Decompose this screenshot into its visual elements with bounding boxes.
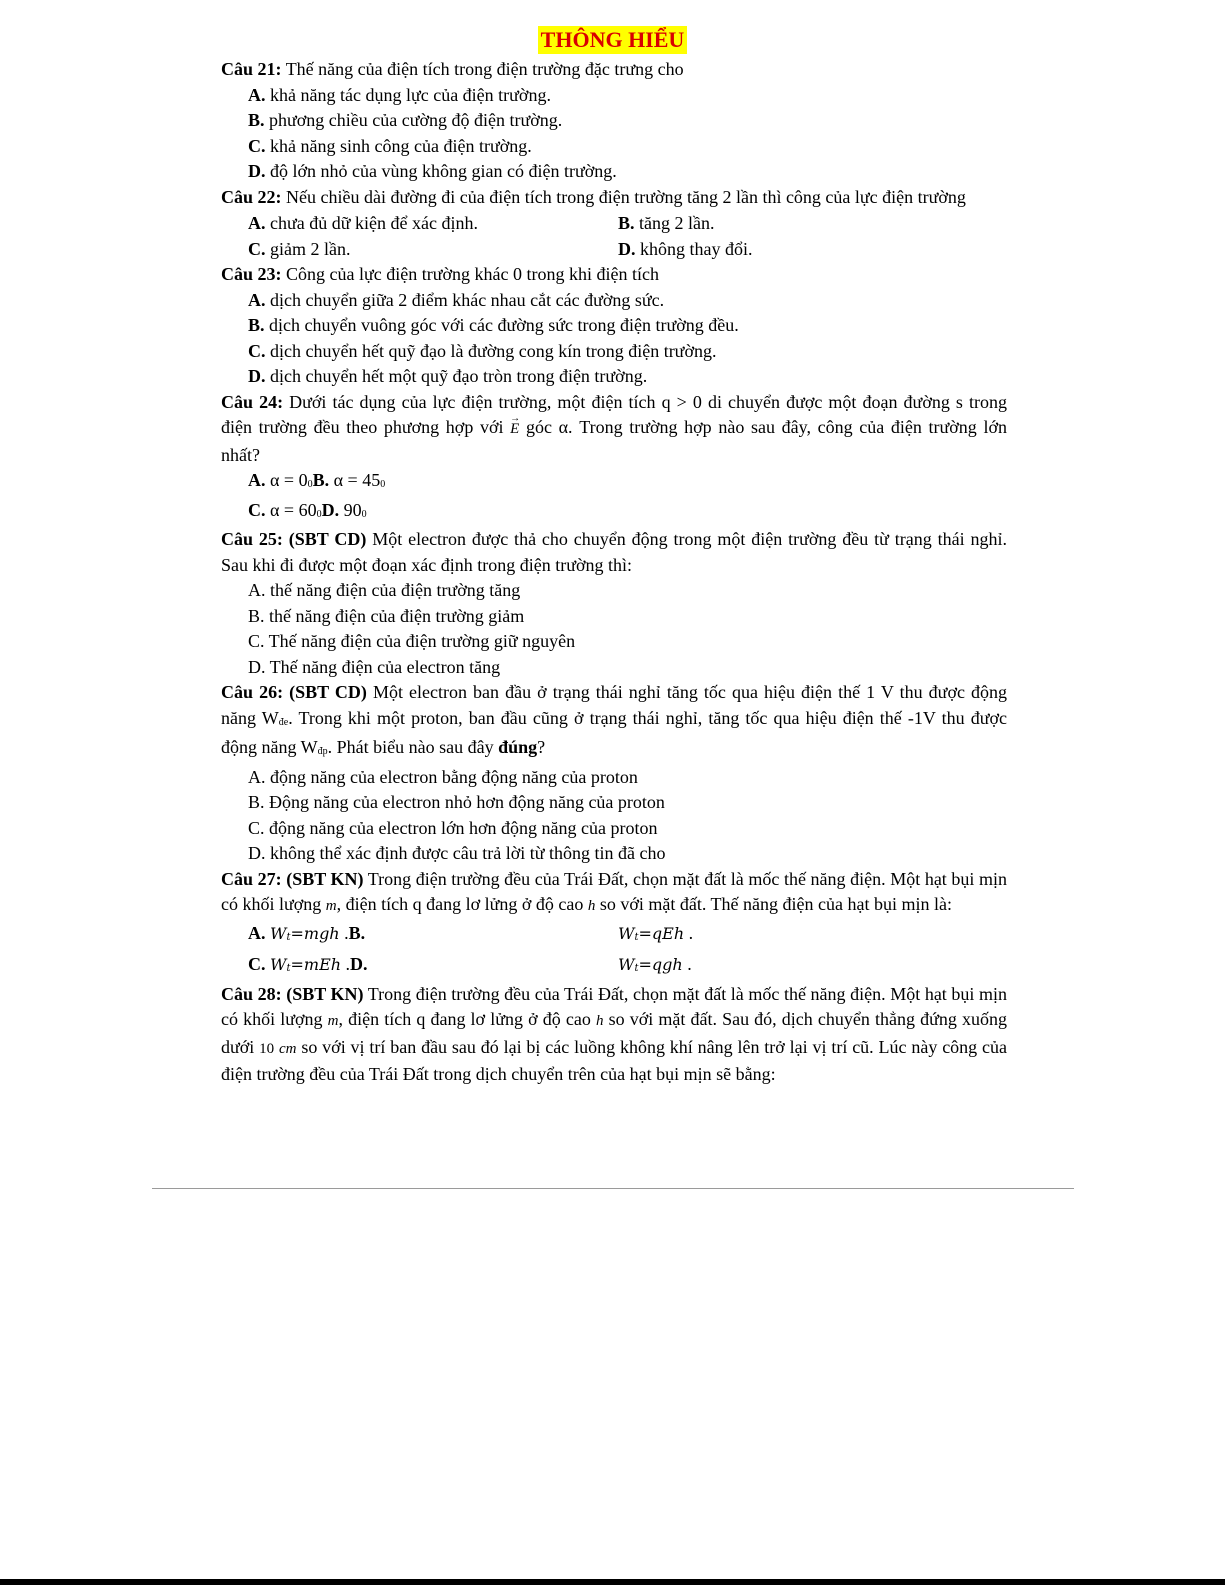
option-c: [221, 134, 1007, 160]
period: .: [341, 953, 351, 974]
section-title: THÔNG HIỂU: [538, 26, 688, 54]
question-22: [221, 185, 1007, 211]
question-26: [221, 680, 1007, 765]
option-b: B. Động năng của electron nhỏ hơn động năng của proton: [248, 792, 665, 812]
question-text-cont: so với mặt đất. Thế năng điện của hạt bụi mịn là:: [595, 894, 952, 914]
option-label: A.: [248, 84, 266, 105]
option-a: [248, 920, 618, 951]
question-source: (SBT CD): [283, 682, 367, 702]
formula: Wt=qEh: [618, 923, 685, 943]
question-text: Dưới tác dụng của lực điện trường, một điện tích q > 0 di chuyển được một đoạn đường s trong điện trường đều theo phương hợp với: [221, 391, 1007, 437]
option-text: khả năng tác dụng lực của điện trường.: [265, 84, 551, 105]
option-a: A. động năng của electron bằng động năng của proton: [248, 766, 638, 787]
period: .: [682, 953, 692, 974]
question-28: [221, 982, 1007, 1088]
option-label: D.: [248, 161, 266, 181]
question-text: Công của lực điện trường khác 0 trong khi điện tích: [281, 264, 659, 284]
option-text: tăng 2 lần.: [634, 213, 715, 233]
option-label: C.: [248, 239, 266, 259]
option-a-text: α = 0: [265, 470, 308, 490]
option-row: [221, 498, 1007, 528]
option-c-text: α = 60: [265, 499, 317, 520]
option-b-label: B.: [348, 922, 366, 943]
option-label: C.: [248, 953, 266, 974]
option-label: B.: [248, 315, 265, 335]
option-b: [618, 210, 715, 236]
option-b-text: α = 45: [329, 470, 381, 490]
option-label: A.: [248, 922, 266, 943]
question-text-cont: . Trong khi một proton, ban đầu cũng ở trạng thái nghỉ, tăng tốc qua hiệu điện thế -1V thu được động năng W: [221, 707, 1007, 757]
question-source: (SBT KN): [281, 868, 364, 889]
subscript: đp: [317, 746, 328, 757]
question-text-cont: , điện tích q đang lơ lửng ở độ cao: [338, 1009, 596, 1029]
section-title-wrap: [0, 26, 1225, 54]
question-text-cont: . Phát biểu nào sau đây: [327, 737, 499, 757]
option-d: D. không thể xác định được câu trả lời từ thông tin đã cho: [248, 843, 666, 863]
option-a: [221, 288, 1007, 314]
option-c: [221, 339, 1007, 365]
option-text: độ lớn nhỏ của vùng không gian có điện trường.: [265, 161, 617, 181]
option-row: [221, 951, 1007, 982]
question-list: [221, 57, 1007, 1088]
option-c: [248, 951, 618, 982]
question-text-cont: so với vị trí ban đầu sau đó lại bị các luồng không khí nâng lên trở lại vị trí cũ. Lúc này công của điện trường đều của Trái Đất trong dịch chuyển trên của hạt bụi mịn sẽ bằng:: [221, 1036, 1008, 1084]
option-d: [221, 159, 1007, 185]
option-label: D.: [618, 239, 636, 259]
option-b: [618, 920, 693, 951]
period: .: [339, 922, 349, 943]
question-text-cont: , điện tích q đang lơ lửng ở độ cao: [336, 894, 588, 914]
option-a-label: A.: [248, 470, 266, 490]
option-d-label: D.: [321, 499, 340, 520]
question-label: Câu 27:: [221, 868, 282, 889]
height-symbol: h: [587, 898, 596, 914]
option-text: dịch chuyển hết một quỹ đạo tròn trong điện trường.: [265, 366, 648, 386]
distance-unit: cm: [278, 1040, 297, 1057]
option-b: B. thế năng điện của điện trường giảm: [248, 605, 525, 626]
question-source: (SBT KN): [281, 983, 364, 1004]
question-label: Câu 26:: [221, 682, 284, 702]
option-d: [618, 951, 692, 982]
question-27: [221, 867, 1007, 920]
option-d-label: D.: [350, 953, 368, 974]
question-label: Câu 22:: [221, 186, 282, 207]
option-row: [221, 468, 1007, 498]
option-c: C. động năng của electron lớn hơn động năng của proton: [248, 817, 658, 838]
question-label: Câu 21:: [221, 59, 282, 79]
option-c: C. Thế năng điện của điện trường giữ nguyên: [248, 631, 576, 651]
option-label: B.: [618, 213, 635, 233]
question-21: [221, 57, 1007, 83]
option-label: A.: [248, 289, 266, 310]
option-row: [221, 920, 1007, 951]
period: .: [684, 922, 694, 943]
option-d: [221, 364, 1007, 390]
question-text: Một electron được thả cho chuyển động trong một điện trường đều từ trạng thái nghỉ. Sau khi đi được một đoạn xác định trong điện trường thì:: [221, 529, 1007, 575]
option-d: D. Thế năng điện của electron tăng: [248, 656, 501, 677]
option-a: A. thế năng điện của điện trường tăng: [248, 580, 521, 600]
option-c: [248, 236, 618, 262]
option-text: khả năng sinh công của điện trường.: [265, 135, 532, 156]
question-text: Thế năng của điện tích trong điện trường đặc trưng cho: [281, 59, 684, 79]
question-text: Nếu chiều dài đường đi của điện tích trong điện trường tăng 2 lần thì công của lực điện trường: [281, 186, 966, 207]
question-text: Trong điện trường đều của Trái Đất, chọn mặt đất là mốc thế năng điện. Một hạt bụi mịn có khối lượng: [221, 983, 1007, 1029]
height-symbol: h: [595, 1013, 604, 1029]
mass-symbol: m: [325, 898, 337, 914]
page-separator: [152, 1188, 1074, 1189]
subscript: đe: [278, 716, 289, 728]
option-row: [221, 210, 1007, 236]
question-label: Câu 28:: [221, 983, 282, 1004]
option-row: [221, 236, 1007, 262]
question-23: [221, 262, 1007, 288]
distance-value: 10: [259, 1040, 275, 1057]
emphasis: đúng: [498, 737, 538, 757]
option-label: D.: [248, 366, 266, 386]
question-label: Câu 24:: [221, 391, 284, 412]
option-text: giảm 2 lần.: [265, 239, 351, 259]
bottom-edge-bar: [0, 1579, 1225, 1585]
option-b: [221, 108, 1007, 134]
option-a: [248, 210, 618, 236]
degree-mark: 0: [361, 508, 367, 520]
question-text-cont: góc α. Trong trường hợp nào sau đây, công của điện trường lớn nhất?: [221, 417, 1007, 465]
option-label: C.: [248, 340, 266, 361]
option-text: phương chiều của cường độ điện trường.: [264, 110, 563, 130]
option-b: [221, 313, 1007, 339]
option-label: C.: [248, 135, 266, 156]
question-text: Một electron ban đầu ở trạng thái nghỉ tăng tốc qua hiệu điện thế 1 V thu được động năng W: [221, 682, 1008, 728]
formula: Wt=mgh: [270, 923, 340, 943]
option-d-text: 90: [339, 499, 362, 520]
question-label: Câu 25:: [221, 529, 283, 549]
option-text: dịch chuyển vuông góc với các đường sức trong điện trường đều.: [264, 315, 739, 335]
option-b-label: B.: [312, 470, 330, 490]
option-c-label: C.: [248, 499, 266, 520]
option-text: không thay đổi.: [635, 239, 753, 259]
degree-mark: 0: [380, 479, 386, 490]
mass-symbol: m: [327, 1013, 339, 1029]
option-label: A.: [248, 213, 266, 233]
formula: Wt=qgh: [618, 954, 683, 974]
question-mark: ?: [537, 737, 546, 757]
question-source: (SBT CD): [282, 529, 367, 549]
degree-mark: 0: [307, 479, 313, 490]
option-d: [618, 236, 753, 262]
degree-mark: 0: [316, 508, 322, 520]
option-label: B.: [248, 110, 265, 130]
question-24: [221, 390, 1007, 469]
option-text: dịch chuyển hết quỹ đạo là đường cong kín trong điện trường.: [265, 340, 717, 361]
question-25: [221, 527, 1007, 578]
option-text: chưa đủ dữ kiện để xác định.: [265, 213, 478, 233]
question-text: Trong điện trường đều của Trái Đất, chọn mặt đất là mốc thế năng điện. Một hạt bụi mịn có khối lượng: [221, 868, 1007, 914]
vector-e-symbol: → E: [510, 417, 519, 443]
formula: Wt=mEh: [270, 954, 342, 974]
question-label: Câu 23:: [221, 264, 282, 284]
option-text: dịch chuyển giữa 2 điểm khác nhau cắt các đường sức.: [265, 289, 665, 310]
option-a: [221, 83, 1007, 109]
question-text-cont: so với mặt đất. Sau đó, dịch chuyển thẳng đứng xuống dưới: [221, 1009, 1008, 1057]
